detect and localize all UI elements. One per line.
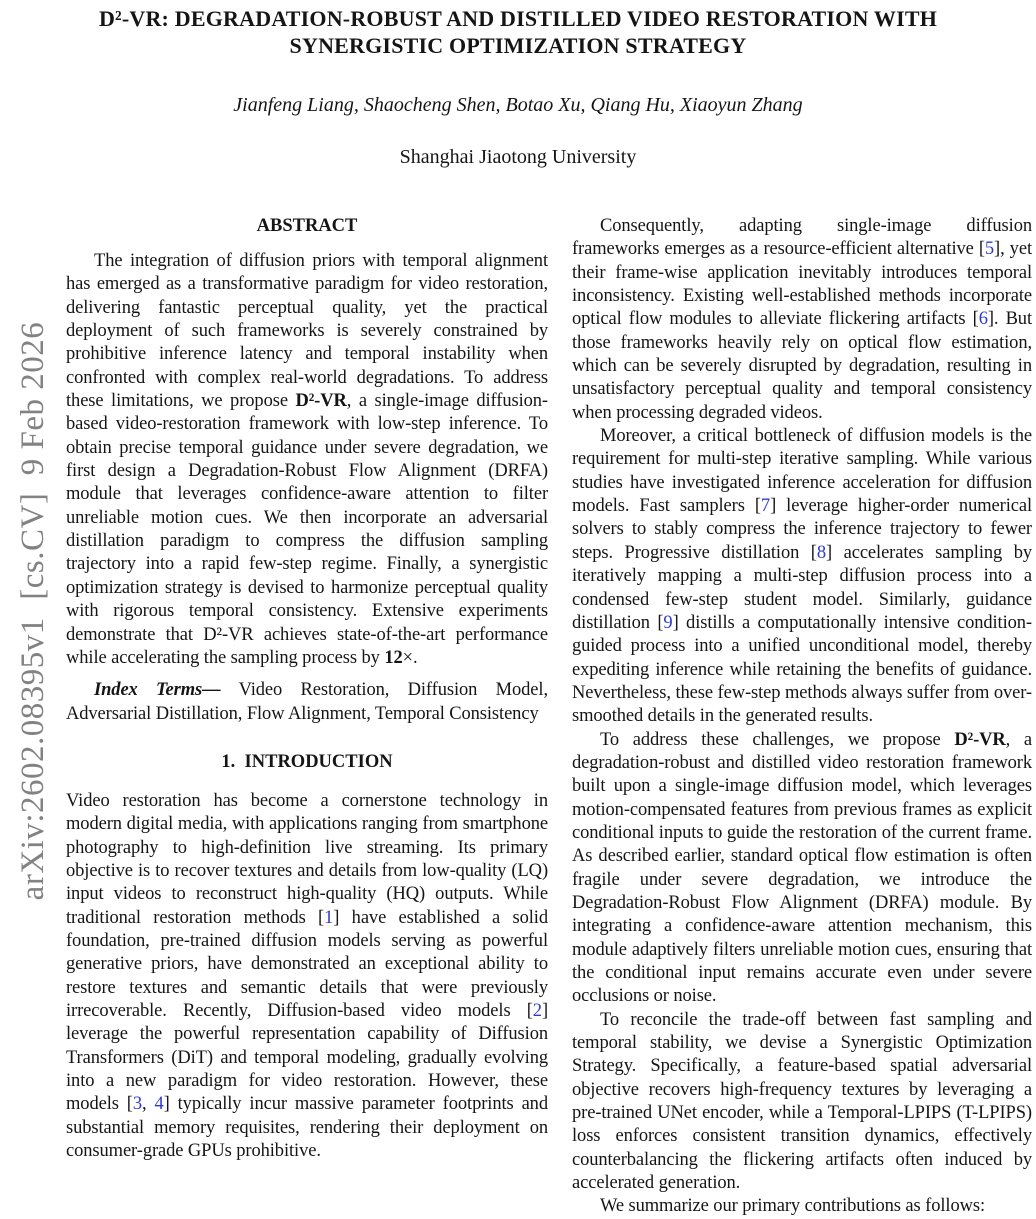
text-segment: To address these challenges, we propose — [600, 729, 955, 750]
citation-link[interactable]: 9 — [663, 612, 673, 633]
paper-title-line2: SYNERGISTIC OPTIMIZATION STRATEGY — [289, 33, 747, 58]
arxiv-watermark: arXiv:2602.08395v1 [cs.CV] 9 Feb 2026 — [15, 321, 51, 901]
citation-link[interactable]: 1 — [324, 907, 334, 928]
intro-paragraph-6 — [572, 1195, 1032, 1218]
text-segment: Moreover, a critical bottleneck of diffusion models is the requirement for multi-step iterative sampling. While various studies have investigated inference acceleration for diffusion models. Fast samplers [ — [572, 426, 1032, 517]
index-terms — [66, 679, 548, 726]
text-segment: ] leverage the powerful representation capability of Diffusion Transformers (DiT) and temporal modeling, gradually evolving into a new paradigm for video restoration. However, these models [ — [66, 1000, 548, 1115]
paper-title — [0, 5, 1036, 59]
citation-link[interactable]: 2 — [532, 1000, 542, 1021]
text-segment: Video Restoration, Diffusion Model, Adversarial Distillation, Flow Alignment, Temporal Consistency — [66, 680, 548, 724]
text-segment: , a degradation-robust and distilled video restoration framework built upon a single-image diffusion model, which leverages motion-compensated features from previous frames as explicit conditional inputs to guide the restoration of the current frame. As described earlier, standard optical flow estimation is often fragile under severe degradation, we introduce the Degradation-Robust Flow Alignment (DRFA) module. By integrating a confidence-aware attention mechanism, this module adaptively filters unreliable motion cues, ensuring that the conditional input remains accurate even under severe occlusions or noise. — [572, 729, 1032, 1007]
paper-header — [0, 0, 1036, 169]
text-segment: Video restoration has become a cornerstone technology in modern digital media, with applications ranging from smartphone photography to high-definition live streaming. Its primary objective is to recover textures and details from low-quality (LQ) input videos to reconstruct high-quality (HQ) outputs. While traditional restoration methods [ — [66, 790, 548, 928]
text-segment: D²-VR — [295, 391, 347, 412]
intro-paragraph-3 — [572, 425, 1032, 728]
citation-link[interactable]: 8 — [816, 542, 826, 563]
intro-paragraph-5 — [572, 1009, 1032, 1196]
paper-authors: Jianfeng Liang, Shaocheng Shen, Botao Xu, Qiang Hu, Xiaoyun Zhang — [233, 94, 803, 116]
intro-paragraph-4 — [572, 729, 1032, 1009]
text-segment: , a single-image diffusion-based video-restoration framework with low-step inference. To obtain precise temporal guidance under severe degradation, we first design a Degradation-Robust Flow Alignment (DRFA) module that leverages confidence-aware attention to filter unreliable motion cues. We then incorporate an adversarial distillation paradigm to compress the diffusion sampling trajectory into a rapid few-step regime. Finally, a synergistic optimization strategy is devised to harmonize perceptual quality with rigorous temporal consistency. Extensive experiments demonstrate that D²-VR achieves state-of-the-art performance while accelerating the sampling process by — [66, 391, 548, 668]
two-column-body — [66, 215, 1036, 1219]
text-segment: ], yet their frame-wise application inevitably introduces temporal inconsistency. Existing well-established methods incorporate optical flow modules to alleviate flickering artifacts [ — [572, 239, 1032, 330]
text-segment: , — [142, 1094, 155, 1115]
text-segment: 12 — [384, 647, 403, 668]
abstract-text — [66, 250, 548, 670]
text-segment: ] have established a solid foundation, pre-trained diffusion models serving as powerful generative priors, have demonstrated an exceptional ability to restore textures and semantic details that were previously irrecoverable. Recently, Diffusion-based video models [ — [66, 907, 548, 1021]
right-column — [572, 215, 1032, 1219]
text-segment: ] leverage higher-order numerical solvers to stably compress the inference trajectory to fewer steps. Progressive distillation [ — [572, 496, 1032, 563]
citation-link[interactable]: 4 — [154, 1094, 164, 1115]
citation-link[interactable]: 3 — [132, 1094, 142, 1115]
citation-link[interactable]: 6 — [978, 309, 988, 330]
paper-title-line1: D²-VR: DEGRADATION-ROBUST AND DISTILLED VIDEO RESTORATION WITH — [98, 6, 938, 31]
introduction-heading: 1. INTRODUCTION — [221, 751, 393, 772]
text-segment: To reconcile the trade-off between fast sampling and temporal stability, we devise a Synergistic Optimization Strategy. Specifically, a feature-based spatial adversarial objective recovers high-frequency textures by leveraging a pre-trained UNet encoder, while a Temporal-LPIPS (T-LPIPS) loss enforces consistent transition dynamics, effectively counterbalancing the flickering artifacts often induced by accelerated generation. — [572, 1009, 1032, 1194]
intro-paragraph-1 — [66, 790, 548, 1164]
text-segment: We summarize our primary contributions as follows: — [600, 1196, 986, 1217]
text-segment: ]. But those frameworks heavily rely on optical flow estimation, which can be severely disrupted by degradation, resulting in unsatisfactory perceptual quality and temporal consistency when processing degraded videos. — [572, 309, 1032, 423]
text-segment: The integration of diffusion priors with temporal alignment has emerged as a transformative paradigm for video restoration, delivering fantastic perceptual quality, yet the practical deployment of such frameworks is severely constrained by prohibitive inference latency and temporal instability when confronted with complex real-world degradations. To address these limitations, we propose — [66, 251, 548, 412]
text-segment: ] typically incur massive parameter footprints and substantial memory requisites, rendering their deployment on consumer-grade GPUs prohibitive. — [66, 1094, 548, 1162]
left-column — [66, 215, 548, 1219]
abstract-heading: ABSTRACT — [256, 216, 358, 236]
citation-link[interactable]: 7 — [760, 496, 771, 517]
text-segment: D²-VR — [954, 729, 1006, 750]
text-segment: ] accelerates sampling by iteratively mapping a multi-step diffusion process into a condensed few-step student model. Similarly, guidance distillation [ — [572, 542, 1032, 633]
text-segment: Consequently, adapting single-image diffusion frameworks emerges as a resource-efficient alternative [ — [572, 216, 1032, 260]
intro-paragraph-2 — [572, 215, 1032, 425]
text-segment: ] distills a computationally intensive condition-guided process into a unified unconditional model, thereby expediting inference while retaining the benefits of guidance. Nevertheless, these few-step methods always suffer from over-smoothed details in the generated results. — [572, 612, 1032, 727]
citation-link[interactable]: 5 — [984, 239, 995, 260]
text-segment: ×. — [402, 647, 418, 668]
paper-affiliation: Shanghai Jiaotong University — [399, 146, 637, 168]
text-segment: Index Terms— — [94, 680, 221, 701]
